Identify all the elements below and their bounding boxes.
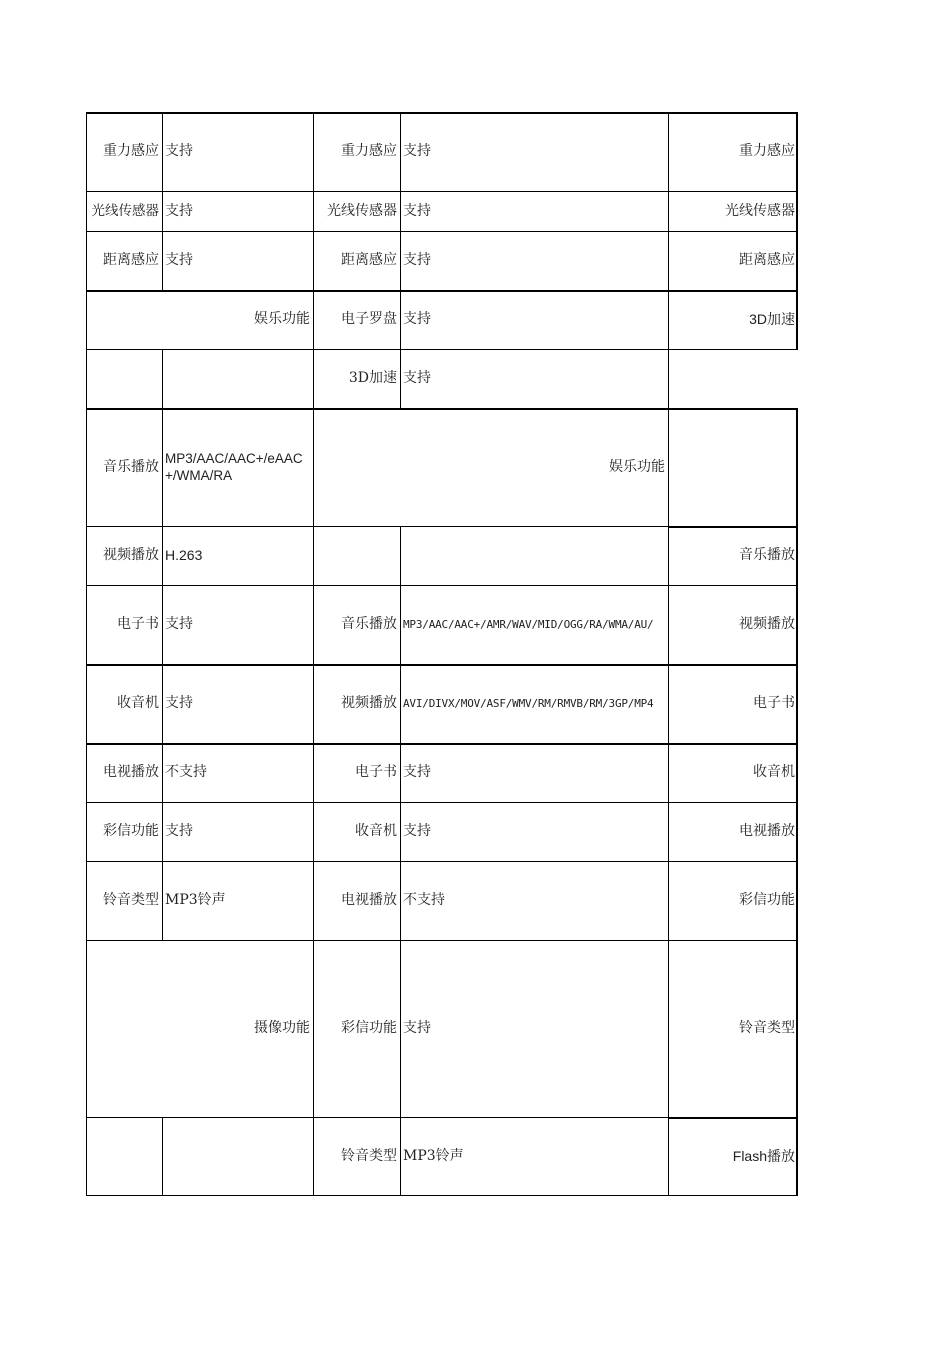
middle-value: 支持 bbox=[403, 823, 431, 839]
middle-label: 距离感应 bbox=[341, 252, 397, 268]
left-value: 支持 bbox=[165, 616, 193, 632]
grid-line bbox=[796, 408, 798, 1196]
middle-value: 支持 bbox=[403, 202, 431, 219]
grid-line bbox=[668, 231, 798, 232]
left-value: 支持 bbox=[165, 695, 193, 711]
grid-line bbox=[313, 408, 668, 410]
left-value: 支持 bbox=[165, 252, 193, 268]
right-label: Flash播放 bbox=[732, 1148, 795, 1164]
right-label: 重力感应 bbox=[739, 143, 795, 159]
middle-section-heading: 娱乐功能 bbox=[609, 458, 665, 475]
middle-label: 电子书 bbox=[355, 764, 397, 780]
grid-line bbox=[313, 290, 668, 292]
right-label: 3D加速 bbox=[749, 311, 795, 327]
grid-line bbox=[400, 526, 401, 1196]
middle-value: 不支持 bbox=[403, 892, 445, 908]
left-value: MP3/AAC/AAC+/eAAC+/WMA/RA bbox=[165, 451, 303, 483]
grid-line bbox=[668, 1117, 798, 1119]
grid-line bbox=[668, 290, 798, 292]
left-value: 支持 bbox=[165, 823, 193, 839]
spec-sheet bbox=[86, 112, 798, 1196]
middle-label: 电子罗盘 bbox=[341, 311, 397, 327]
grid-line bbox=[668, 940, 798, 941]
grid-line bbox=[668, 861, 798, 862]
grid-line bbox=[86, 112, 87, 1196]
left-label: 光线传感器 bbox=[91, 202, 159, 219]
grid-line bbox=[313, 664, 668, 666]
grid-line bbox=[86, 526, 313, 527]
middle-value: AVI/DIVX/MOV/ASF/WMV/RM/RMVB/RM/3GP/MP4 bbox=[403, 697, 654, 710]
grid-line bbox=[313, 231, 668, 232]
grid-line bbox=[313, 743, 668, 745]
grid-line bbox=[86, 1117, 313, 1118]
grid-line bbox=[668, 743, 798, 745]
grid-line bbox=[313, 191, 668, 192]
grid-line bbox=[86, 349, 313, 350]
grid-line bbox=[313, 861, 668, 862]
middle-label: 3D加速 bbox=[348, 370, 397, 386]
grid-line bbox=[86, 940, 313, 941]
grid-line bbox=[313, 802, 668, 803]
middle-value: MP3铃声 bbox=[403, 1148, 464, 1164]
grid-line bbox=[86, 408, 313, 410]
left-section-heading: 摄像功能 bbox=[254, 1020, 310, 1036]
grid-line bbox=[668, 526, 798, 528]
grid-line bbox=[86, 290, 313, 292]
grid-line bbox=[86, 861, 313, 862]
grid-line bbox=[86, 664, 313, 666]
left-label: 音乐播放 bbox=[103, 458, 159, 475]
grid-line bbox=[162, 112, 163, 290]
middle-label: 视频播放 bbox=[341, 695, 397, 711]
middle-value: 支持 bbox=[403, 764, 431, 780]
left-label: 视频播放 bbox=[103, 547, 159, 563]
left-label: 电子书 bbox=[117, 616, 159, 632]
grid-line bbox=[162, 1117, 163, 1196]
grid-line bbox=[313, 940, 668, 941]
grid-line bbox=[86, 743, 313, 745]
middle-value: 支持 bbox=[403, 143, 431, 159]
right-label: 铃音类型 bbox=[739, 1020, 795, 1036]
middle-label: 重力感应 bbox=[341, 143, 397, 159]
grid-line bbox=[86, 1195, 798, 1196]
middle-value: 支持 bbox=[403, 252, 431, 268]
right-label: 彩信功能 bbox=[739, 892, 795, 908]
left-value: 支持 bbox=[165, 143, 193, 159]
grid-line bbox=[668, 408, 798, 410]
left-label: 距离感应 bbox=[103, 252, 159, 268]
middle-label: 收音机 bbox=[355, 823, 397, 839]
grid-line bbox=[86, 112, 798, 114]
left-value: 支持 bbox=[165, 202, 193, 219]
grid-line bbox=[86, 231, 313, 232]
grid-line bbox=[668, 191, 798, 192]
middle-value: MP3/AAC/AAC+/AMR/WAV/MID/OGG/RA/WMA/AU/ bbox=[403, 618, 654, 631]
middle-value: 支持 bbox=[403, 1020, 431, 1036]
left-label: 铃音类型 bbox=[103, 892, 159, 908]
right-label: 光线传感器 bbox=[725, 202, 795, 219]
left-label: 电视播放 bbox=[103, 764, 159, 780]
grid-line bbox=[668, 349, 798, 350]
left-section-heading: 娱乐功能 bbox=[254, 311, 310, 327]
middle-label: 铃音类型 bbox=[341, 1148, 397, 1164]
right-label: 距离感应 bbox=[739, 252, 795, 268]
grid-line bbox=[400, 112, 401, 408]
grid-line bbox=[668, 802, 798, 803]
right-label: 电视播放 bbox=[739, 823, 795, 839]
grid-line bbox=[313, 585, 668, 586]
grid-line bbox=[162, 349, 163, 940]
right-label: 音乐播放 bbox=[739, 547, 795, 563]
middle-label: 光线传感器 bbox=[327, 202, 397, 219]
left-value: H.263 bbox=[165, 547, 203, 563]
left-value: 不支持 bbox=[165, 764, 207, 780]
left-label: 收音机 bbox=[117, 695, 159, 711]
grid-line bbox=[796, 112, 798, 349]
middle-value: 支持 bbox=[403, 370, 431, 386]
middle-label: 彩信功能 bbox=[341, 1020, 397, 1036]
grid-line bbox=[86, 191, 313, 192]
right-label: 电子书 bbox=[753, 695, 795, 711]
left-label: 重力感应 bbox=[103, 143, 159, 159]
left-value: MP3铃声 bbox=[165, 892, 226, 908]
middle-label: 音乐播放 bbox=[341, 616, 397, 632]
grid-line bbox=[313, 112, 314, 1196]
middle-label: 电视播放 bbox=[341, 892, 397, 908]
grid-line bbox=[313, 1117, 668, 1118]
middle-value: 支持 bbox=[403, 311, 431, 327]
right-label: 收音机 bbox=[753, 764, 795, 780]
grid-line bbox=[668, 585, 798, 586]
grid-line bbox=[313, 526, 668, 527]
right-label: 视频播放 bbox=[739, 616, 795, 632]
grid-line bbox=[86, 802, 313, 803]
grid-line bbox=[86, 585, 313, 586]
grid-line bbox=[313, 349, 668, 350]
grid-line bbox=[668, 112, 669, 1196]
grid-line bbox=[668, 664, 798, 666]
left-label: 彩信功能 bbox=[103, 823, 159, 839]
